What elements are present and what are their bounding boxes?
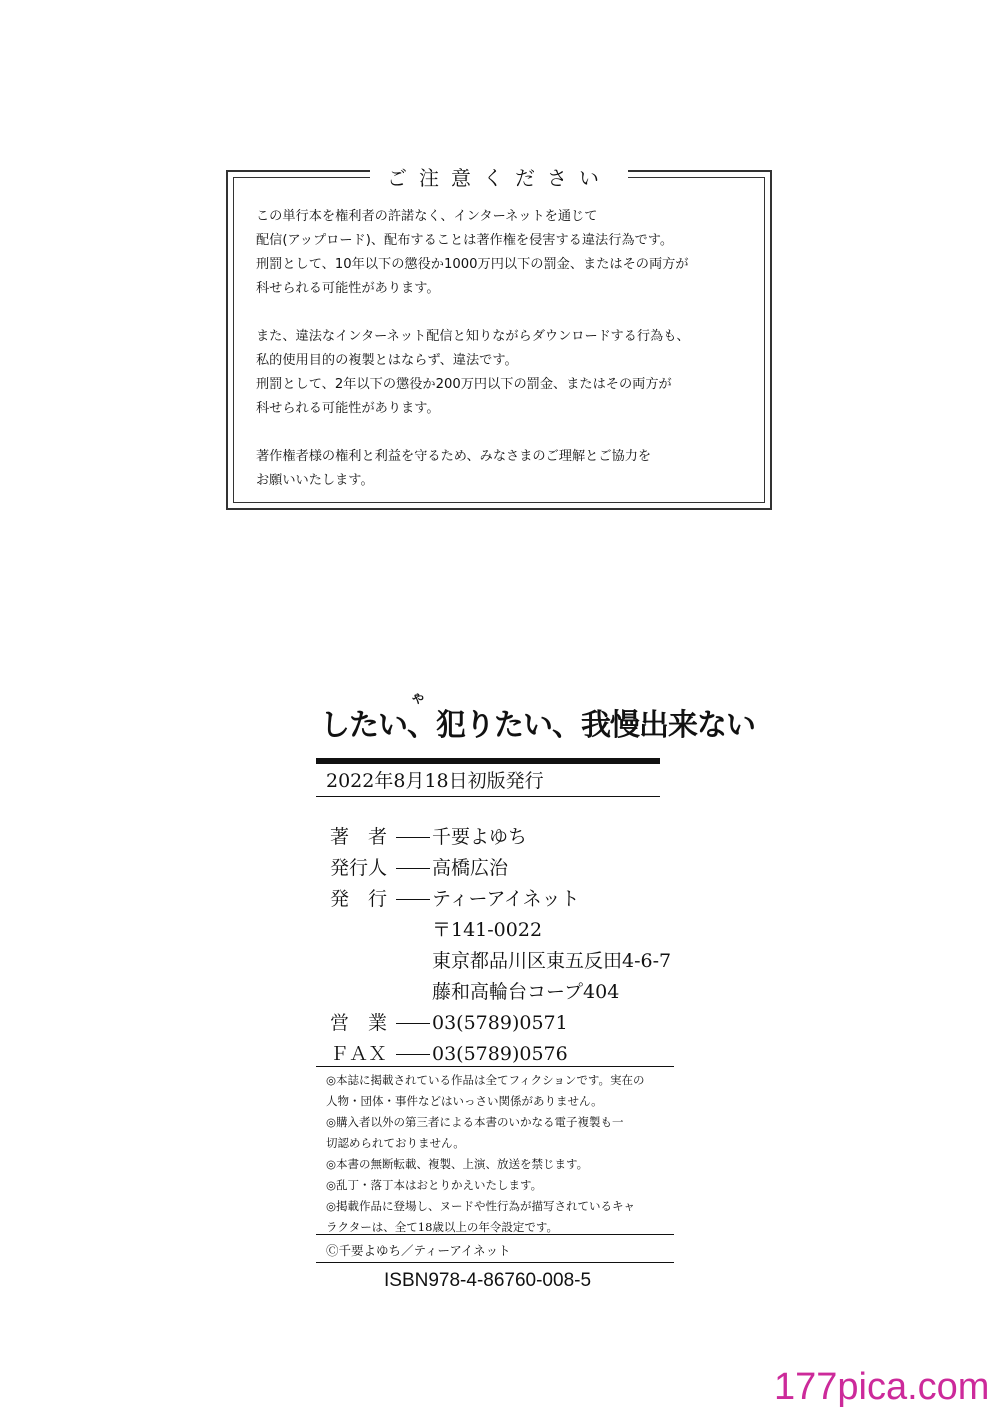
row-label: 営 業 (330, 1012, 388, 1034)
row-value: ティーアイネット (432, 888, 580, 910)
book-title: したい、犯りたい、我慢出来ない (320, 708, 755, 743)
watermark: 177pica.com (774, 1366, 990, 1408)
leader-dash (396, 868, 430, 869)
divider (316, 1234, 674, 1235)
row-value: 東京都品川区東五反田4-6-7 (432, 950, 672, 972)
note-line: ラクターは、全て18歳以上の年令設定です。 (326, 1220, 558, 1234)
isbn: ISBN978-4-86760-008-5 (384, 1270, 592, 1291)
leader-dash (396, 899, 430, 900)
row-label: 発 行 (330, 888, 388, 910)
title-ruby: や (412, 692, 425, 706)
notice-paragraph-2 (256, 325, 756, 421)
row-label: ＦＡＸ (330, 1043, 388, 1065)
leader-dash (396, 1023, 430, 1024)
note-line: 切認められておりません。 (326, 1136, 465, 1150)
notice-line: 科せられる可能性があります。 (256, 401, 440, 416)
notice-title: ご注意ください (370, 163, 628, 193)
notice-line: また、違法なインターネット配信と知りながらダウンロードする行為も、 (256, 329, 690, 344)
note-line: ◎本書の無断転載、複製、上演、放送を禁じます。 (326, 1157, 589, 1171)
notice-line: お願いいたします。 (256, 473, 374, 488)
divider (316, 796, 660, 797)
copyright: Ⓒ千要よゆち／ティーアイネット (326, 1243, 511, 1258)
divider (316, 1262, 674, 1263)
row-value: 03(5789)0571 (432, 1012, 568, 1034)
note-line: 人物・団体・事件などはいっさい関係がありません。 (326, 1094, 603, 1108)
notice-line: 配信(アップロード)、配布することは著作権を侵害する違法行為です。 (256, 233, 674, 248)
notice-line: この単行本を権利者の許諾なく、インターネットを通じて (256, 209, 598, 224)
notice-line: 刑罰として、10年以下の懲役か1000万円以下の罰金、またはその両方が (256, 257, 689, 272)
leader-dash (396, 837, 430, 838)
note-line: ◎購入者以外の第三者による本書のいかなる電子複製も一 (326, 1115, 624, 1129)
row-label: 発行人 (330, 857, 388, 879)
legal-notes (326, 1070, 686, 1238)
notice-body (256, 205, 756, 517)
note-line: ◎掲載作品に登場し、ヌードや性行為が描写されているキャ (326, 1199, 636, 1213)
row-value: 〒141-0022 (432, 919, 543, 941)
notice-line: 科せられる可能性があります。 (256, 281, 440, 296)
leader-dash (396, 1054, 430, 1055)
notice-paragraph-1 (256, 205, 756, 301)
notice-line: 著作権者様の権利と利益を守るため、みなさまのご理解とご協力を (256, 449, 652, 464)
row-value: 03(5789)0576 (432, 1043, 568, 1065)
notice-line: 刑罰として、2年以下の懲役か200万円以下の罰金、またはその両方が (256, 377, 672, 392)
title-rule (316, 758, 660, 764)
notice-line: 私的使用目的の複製とはならず、違法です。 (256, 353, 518, 368)
row-value: 高橋広治 (432, 857, 509, 879)
row-label: 著 者 (330, 826, 388, 848)
row-value: 千要よゆち (432, 826, 528, 848)
divider (316, 1066, 674, 1067)
row-value: 藤和高輪台コープ404 (432, 981, 620, 1003)
note-line: ◎乱丁・落丁本はおとりかえいたします。 (326, 1178, 543, 1192)
publish-date: 2022年8月18日初版発行 (326, 770, 544, 792)
notice-paragraph-3 (256, 445, 756, 493)
note-line: ◎本誌に掲載されている作品は全てフィクションです。実在の (326, 1073, 645, 1087)
